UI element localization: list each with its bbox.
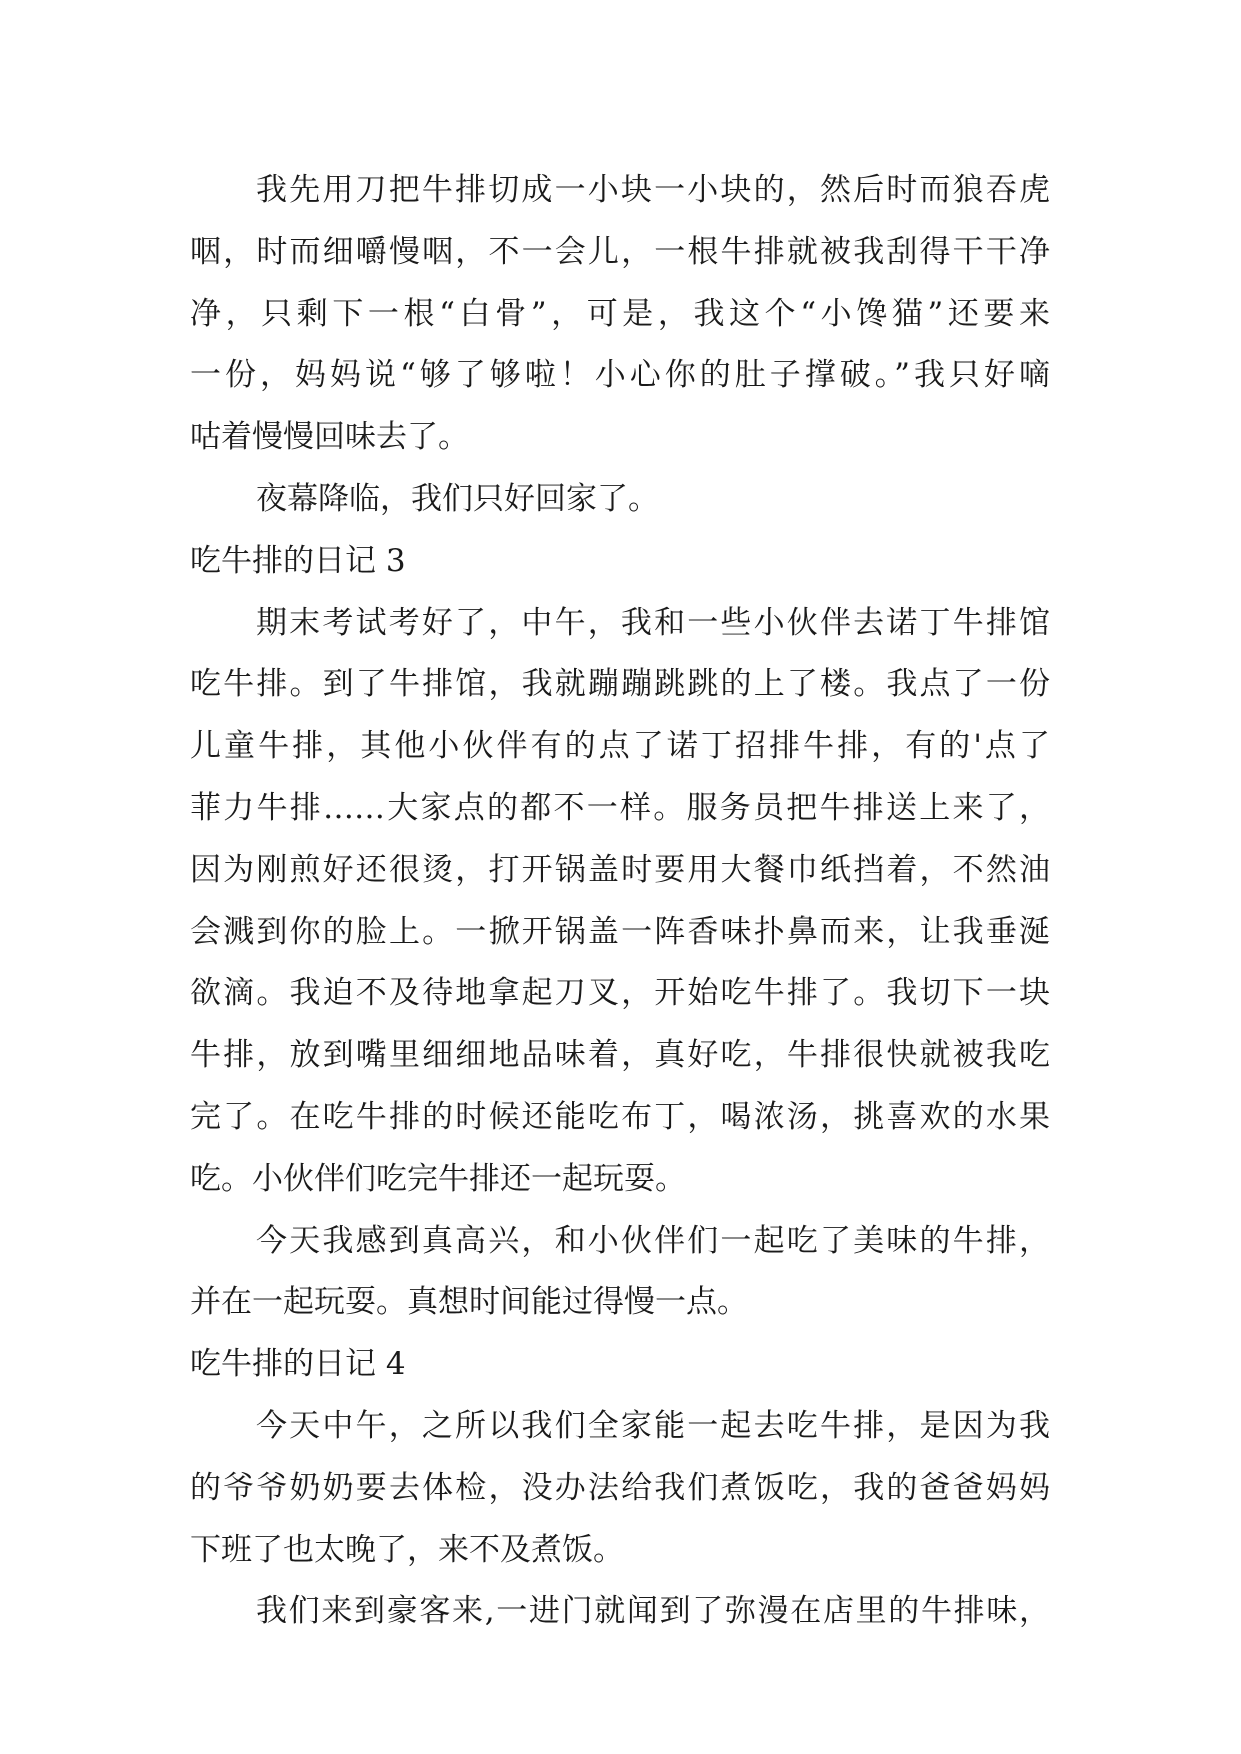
paragraph-line: 今天中午，之所以我们全家能一起去吃牛排，是因为我 [256,1407,1050,1444]
paragraph-line: 净，只剩下一根“白骨”，可是，我这个“小馋猫”还要来 [190,295,1050,332]
paragraph-line: 会溅到你的脸上。一掀开锅盖一阵香味扑鼻而来，让我垂涎 [190,913,1050,950]
paragraph-line: 欲滴。我迫不及待地拿起刀叉，开始吃牛排了。我切下一块 [190,975,1050,1012]
paragraph-line: 菲力牛排……大家点的都不一样。服务员把牛排送上来了， [190,789,1050,826]
paragraph-line: 咕着慢慢回味去了。 [190,419,469,456]
paragraph-line: 并在一起玩耍。真想时间能过得慢一点。 [190,1284,748,1321]
paragraph-line: 下班了也太晚了，来不及煮饭。 [190,1531,624,1568]
paragraph-line: 我们来到豪客来,一进门就闻到了弥漫在店里的牛排味， [256,1593,1050,1630]
paragraph-line: 咽，时而细嚼慢咽，不一会儿，一根牛排就被我刮得干干净 [190,233,1050,270]
paragraph-line: 吃。小伙伴们吃完牛排还一起玩耍。 [190,1160,686,1197]
paragraph-line: 期末考试考好了，中午，我和一些小伙伴去诺丁牛排馆 [256,604,1050,641]
paragraph-line: 完了。在吃牛排的时候还能吃布丁，喝浓汤，挑喜欢的水果 [190,1098,1050,1135]
paragraph-line: 吃牛排。到了牛排馆，我就蹦蹦跳跳的上了楼。我点了一份 [190,666,1050,703]
paragraph-line: 的爷爷奶奶要去体检，没办法给我们煮饭吃，我的爸爸妈妈 [190,1469,1050,1506]
paragraph-line: 因为刚煎好还很烫，打开锅盖时要用大餐巾纸挡着，不然油 [190,851,1050,888]
document-body [190,160,1050,1643]
paragraph-line: 我先用刀把牛排切成一小块一小块的，然后时而狼吞虎 [256,172,1050,208]
paragraph-line: 儿童牛排，其他小伙伴有的点了诺丁招排牛排，有的'点了 [190,728,1050,765]
paragraph-line: 今天我感到真高兴，和小伙伴们一起吃了美味的牛排， [256,1222,1050,1259]
paragraph-line: 牛排，放到嘴里细细地品味着，真好吃，牛排很快就被我吃 [190,1037,1050,1074]
paragraph-line: 夜幕降临，我们只好回家了。 [256,480,659,517]
section-heading: 吃牛排的日记 4 [190,1346,406,1383]
section-heading: 吃牛排的日记 3 [190,542,406,579]
paragraph-line: 一份，妈妈说“够了够啦！小心你的肚子撑破。”我只好嘀 [190,357,1050,394]
